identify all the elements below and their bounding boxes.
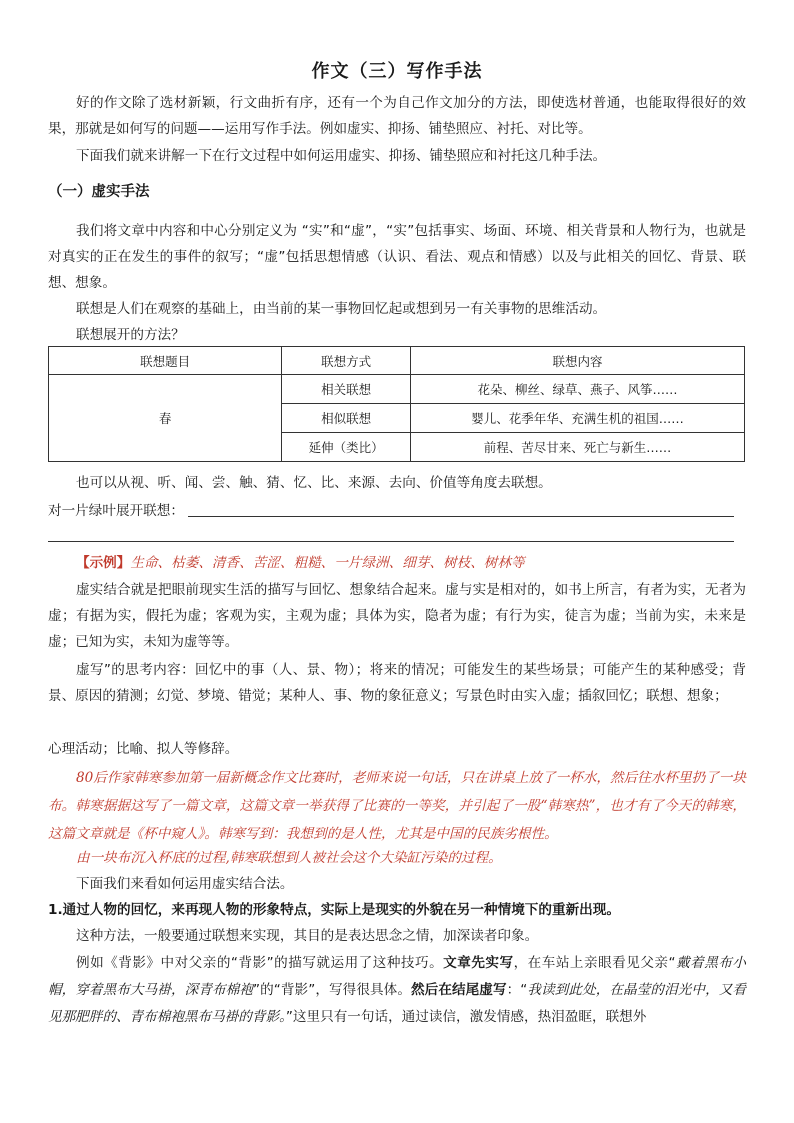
intro-paragraph-2: 下面我们就来讲解一下在行文过程中如何运用虚实、抑扬、铺垫照应和衬托这几种手法。	[76, 148, 607, 164]
table-cell-content: 前程、苦尽甘来、死亡与新生……	[410, 433, 744, 462]
method-paragraph: 这种方法，一般要通过联想来实现，其目的是表达思念之情，加深读者印象。	[76, 928, 539, 944]
example-text: 生命、枯萎、清香、苦涩、粗糙、一片绿洲、细芽、树枝、树林等	[130, 555, 525, 571]
text-run-bold: 然后在结尾虚写	[410, 982, 507, 998]
example-line	[48, 550, 746, 576]
next-paragraph: 下面我们来看如何运用虚实结合法。	[76, 876, 294, 892]
table-cell-method: 相关联想	[282, 375, 411, 404]
text-run-bold: 文章先实写	[443, 955, 514, 971]
text-run: 例如《背影》中对父亲的“背影”的描写就运用了这种技巧。	[76, 955, 444, 971]
quote-run: 戴着黑布小帽，穿着黑布大马褂，深青布棉袍	[48, 955, 746, 998]
quote-run: 我读到此处，在晶莹的泪光中，又看见那肥胖的、青布棉袍黑布马褂的背影。	[48, 982, 747, 1025]
association-definition: 联想是人们在观察的基础上，由当前的某一事物回忆起或想到另一有关事物的思维活动。	[76, 301, 607, 317]
psych-paragraph: 心理活动；比喻、拟人等修辞。	[48, 741, 239, 757]
table-header: 联想内容	[410, 347, 744, 375]
table-header-row	[49, 347, 745, 375]
exercise-label: 对一片绿叶展开联想：	[48, 503, 184, 519]
xu-writing-paragraph: 虚写”的思考内容：回忆中的事（人、景、物）；将来的情况；可能发生的某些场景；可能产生的某种感受；背景、原因的猜测；幻觉、梦境、错觉；某种人、事、物的象征意义；写景色时由实入虚；插叙回忆；联想、想象；	[48, 662, 746, 704]
table-row	[49, 375, 745, 404]
combine-paragraph: 虚实结合就是把眼前现实生活的描写与回忆、想象结合起来。虚与实是相对的，如书上所言，有者为实，无者为虚；有据为实，假托为虚；客观为实，主观为虚；具体为实，隐者为虚；有行为实，徒言为虚；当前为实，未来是虚；已知为实，未知为虚等等。	[48, 582, 746, 650]
hanhan-story: 80后作家韩寒参加第一届新概念作文比赛时，老师来说一句话，只在讲桌上放了一杯水，然后往水杯里扔了一块布。韩寒据据这写了一篇文章，这篇文章一举获得了比赛的一等奖，并引起了一股“韩寒热”，也才有了今天的韩寒，这篇文章就是《杯中窥人》。韩寒写到：我想到的是人性，尤其是中国的民族劣根性。	[48, 770, 746, 842]
text-run: ，在车站上亲眼看见父亲“	[513, 955, 676, 971]
text-run: ：“	[506, 982, 528, 998]
definition-paragraph: 我们将文章中内容和中心分别定义为 “实”和“虚”，“实”包括事实、场面、环境、相关背景和人物行为，也就是对真实的正在发生的事件的叙写；“虚”包括思想情感（认识、看法、观点和情感）以及与此相关的回忆、背景、联想、想象。	[48, 223, 746, 291]
text-run: ”这里只有一句话，通过读信，激发情感，热泪盈眶，联想外	[285, 1009, 647, 1025]
table-cell-method: 延伸（类比）	[282, 433, 411, 462]
page-title: 作文（三）写作手法	[311, 61, 483, 82]
table-cell-content: 花朵、柳丝、绿草、燕子、风筝……	[410, 375, 744, 404]
text-run: ”的“背影”，写得很具体。	[252, 982, 411, 998]
section-heading-xushi: （一）虚实手法	[48, 184, 150, 200]
answer-line[interactable]	[48, 541, 734, 542]
table-cell-method: 相似联想	[282, 404, 411, 433]
hanhan-summary: 由一块布沉入杯底的过程,韩寒联想到人被社会这个大染缸污染的过程。	[76, 850, 502, 866]
intro-paragraph-1: 好的作文除了选材新颖，行文曲折有序，还有一个为自己作文加分的方法，即使选材普通，也能取得很好的效果，那就是如何写的问题——运用写作手法。例如虚实、抑扬、铺垫照应、衬托、对比等。	[48, 95, 746, 137]
beiying-example	[48, 950, 746, 1031]
table-header: 联想方式	[282, 347, 411, 375]
association-method-question: 联想展开的方法？	[76, 327, 185, 343]
example-label: 【示例】	[76, 555, 131, 571]
table-cell-subject: 春	[49, 375, 282, 462]
table-cell-content: 婴儿、花季年华、充满生机的祖国……	[410, 404, 744, 433]
table-header: 联想题目	[49, 347, 282, 375]
association-table	[48, 346, 745, 462]
after-table-paragraph: 也可以从视、听、闻、尝、触、猜、忆、比、来源、去向、价值等角度去联想。	[76, 475, 552, 491]
answer-line[interactable]	[188, 516, 734, 517]
point-1-heading: 1.通过人物的回忆，来再现人物的形象特点，实际上是现实的外貌在另一种情境下的重新出现。	[48, 902, 620, 918]
